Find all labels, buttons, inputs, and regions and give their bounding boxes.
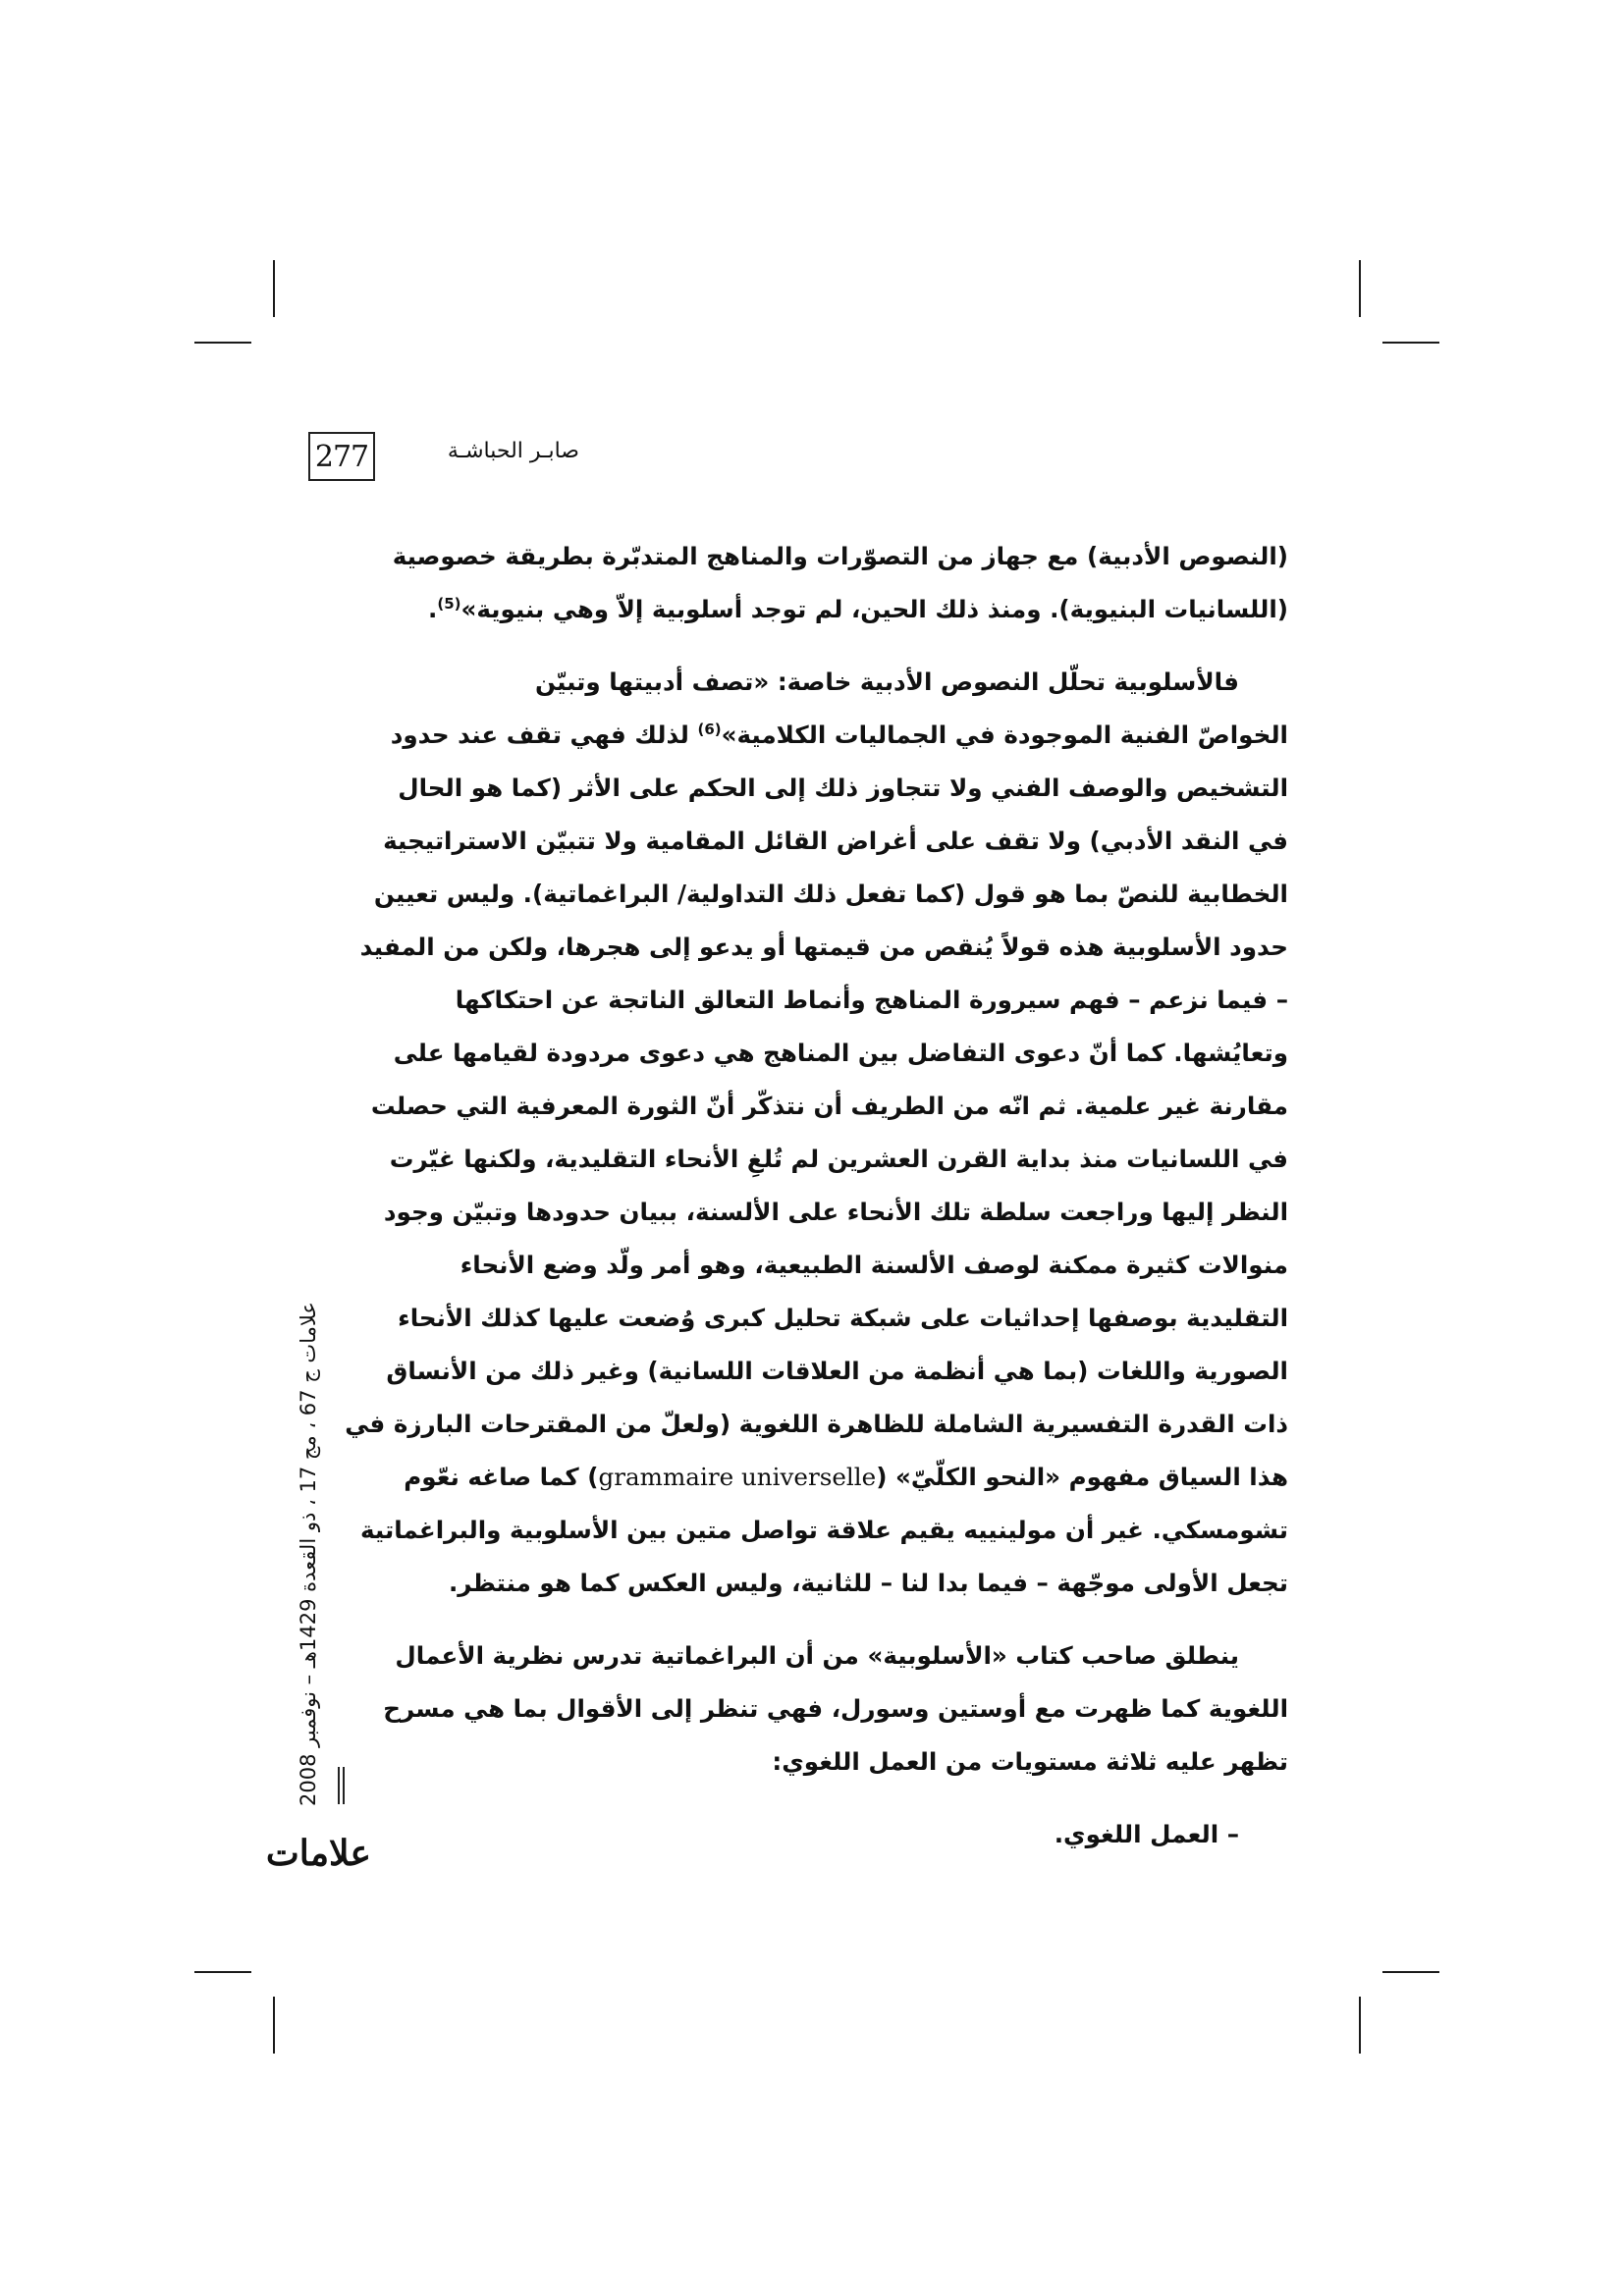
text-line: تجعل الأولى موجّهة – فيما بدا لنا – للثانية، وليس العكس كما هو منتظر. xyxy=(448,1569,1288,1597)
text-line: التقليدية بوصفها إحداثيات على شبكة تحليل كبرى وُضعت عليها كذلك الأنحاء xyxy=(398,1304,1288,1332)
crop-mark xyxy=(194,1971,251,1973)
body-text xyxy=(304,530,1288,1861)
text-line: تظهر عليه ثلاثة مستويات من العمل اللغوي: xyxy=(772,1747,1288,1776)
text-line: ينطلق صاحب كتاب «الأسلوبية» من أن البراغماتية تدرس نظرية الأعمال xyxy=(395,1641,1239,1670)
page-number: 277 xyxy=(308,432,375,481)
text-line: الخواصّ الفنية الموجودة في الجماليات الكلامية» xyxy=(721,721,1288,749)
text-line: الخطابية للنصّ بما هو قول (كما تفعل ذلك التداولية/ البراغماتية). وليس تعيين xyxy=(373,880,1288,908)
text-line: في النقد الأدبي) ولا تقف على أغراض القائل المقامية ولا تتبيّن الاستراتيجية xyxy=(383,827,1288,855)
text-line: مقارنة غير علمية. ثم انّه من الطريف أن نتذكّر أنّ الثورة المعرفية التي حصلت xyxy=(370,1092,1288,1120)
text-line: (اللسانيات البنيوية). ومنذ ذلك الحين، لم توجد أسلوبية إلاّ وهي بنيوية» xyxy=(460,595,1288,623)
text-line: اللغوية كما ظهرت مع أوستين وسورل، فهي تنظر إلى الأقوال بما هي مسرح xyxy=(383,1694,1288,1723)
footnote-ref: (6) xyxy=(697,720,722,738)
crop-mark xyxy=(1359,1997,1361,2054)
journal-logo: علامات xyxy=(265,1833,371,1874)
crop-mark xyxy=(1359,260,1361,317)
journal-info-sidebar xyxy=(289,1296,348,1806)
text-line: في اللسانيات منذ بداية القرن العشرين لم تُلغِ الأنحاء التقليدية، ولكنها غيّرت xyxy=(389,1145,1288,1173)
running-head-author: صابـر الحباشـة xyxy=(447,439,579,463)
text-line: هذا السياق مفهوم «النحو الكلّيّ» ( xyxy=(876,1463,1288,1491)
text-line: ذات القدرة التفسيرية الشاملة للظاهرة اللغوية (ولعلّ من المقترحات البارزة في xyxy=(345,1410,1288,1438)
text-line: فالأسلوبية تحلّل النصوص الأدبية خاصة: «تصف أدبيتها وتبيّن xyxy=(534,667,1239,696)
paragraph xyxy=(304,656,1288,1610)
crop-mark xyxy=(273,260,275,317)
text-line: منوالات كثيرة ممكنة لوصف الألسنة الطبيعية، وهو أمر ولّد وضع الأنحاء xyxy=(460,1251,1288,1279)
text-line: التشخيص والوصف الفني ولا تتجاوز ذلك إلى الحكم على الأثر (كما هو الحال xyxy=(398,774,1288,802)
paragraph xyxy=(304,1629,1288,1789)
text-line: النظر إليها وراجعت سلطة تلك الأنحاء على الألسنة، ببيان حدودها وتبيّن وجود xyxy=(383,1198,1288,1226)
text-line: حدود الأسلوبية هذه قولاً يُنقص من قيمتها أو يدعو إلى هجرها، ولكن من المفيد xyxy=(359,933,1288,961)
crop-mark xyxy=(1382,1971,1439,1973)
text-line: . xyxy=(427,595,438,623)
text-line: لذلك فهي تقف عند حدود xyxy=(390,721,698,749)
text-line: وتعايُشها. كما أنّ دعوى التفاضل بين المناهج هي دعوى مردودة لقيامها على xyxy=(393,1039,1288,1067)
paragraph xyxy=(304,1808,1288,1861)
text-line: تشومسكي. غير أن مولينييه يقيم علاقة تواصل متين بين الأسلوبية والبراغماتية xyxy=(360,1516,1288,1544)
latin-term: grammaire universelle xyxy=(598,1463,877,1491)
paragraph xyxy=(304,530,1288,636)
journal-info: علامات ج 67 ، مج 17 ، ذو القعدة 1429هـ – نوفمبر 2008 xyxy=(297,1302,320,1806)
text-line: (النصوص الأدبية) مع جهاز من التصوّرات والمناهج المتدبّرة بطريقة خصوصية xyxy=(392,542,1288,570)
crop-mark xyxy=(273,1997,275,2054)
crop-mark xyxy=(1382,342,1439,344)
text-line: الصورية واللغات (بما هي أنظمة من العلاقات اللسانية) وغير ذلك من الأنساق xyxy=(386,1357,1288,1385)
text-line: ) كما صاغه نعّوم xyxy=(404,1463,599,1491)
crop-mark xyxy=(194,342,251,344)
text-line: – العمل اللغوي. xyxy=(1054,1820,1239,1848)
text-line: – فيما نزعم – فهم سيرورة المناهج وأنماط التعالق الناتجة عن احتكاكها xyxy=(455,986,1288,1014)
footnote-ref: (5) xyxy=(437,594,461,613)
sidebar-rule xyxy=(338,1767,345,1804)
